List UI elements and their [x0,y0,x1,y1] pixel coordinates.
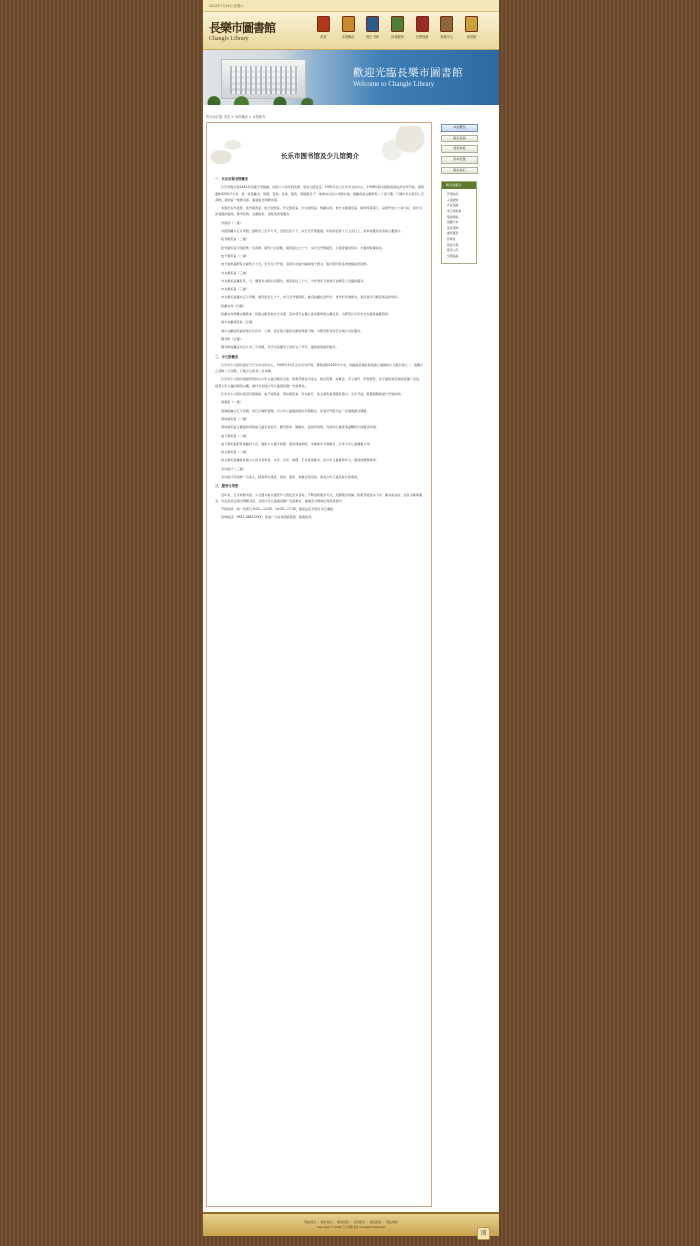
subsection-name: 电子阅览室（二楼） [221,253,249,258]
top-bar [203,0,499,12]
paragraph: 多功能厅可容纳一百余人，经常举办讲座、培训、展览、故事会等活动，深受少年儿童及家长的欢迎。 [221,474,361,479]
sidebar-button-about[interactable]: 本馆概况 [441,124,478,132]
paragraph: 开馆时间：周一至周日 8:00—12:00、14:30—17:30，国家法定节假日另行通知。 [221,507,337,512]
nav-label: 长图视窗 [415,35,429,39]
section-heading: 二、少儿馆概况 [215,354,239,359]
sidebar-link[interactable]: · 读者书架 [445,243,476,249]
subsection-name: 电子阅览室（二楼） [221,433,249,438]
sidebar-button-org[interactable]: 机构设置 [441,156,478,164]
footer [203,1212,499,1236]
page-container [203,0,499,1222]
sidebar [439,124,495,264]
paragraph: 长乐市少儿图书馆始终坚持以少年儿童为服务主体，积极开展读书征文、知识竞赛、故事会、手工制作、科普展览、亲子阅读等各类阅读推广活动，培养少年儿童的阅读兴趣，被评为全国少年儿童阅读推广先进单位。 [215,377,423,388]
subsection-name: 外借部（一楼） [221,220,243,225]
footer-copyright: Copyright © 2008 长乐市图书馆 All Rights Reserved [316,1225,386,1229]
logo-text-cn: 長樂市圖書館 [209,21,276,35]
paragraph: 期刊库收藏过刊合订本二万余册，年代可追溯至上世纪五十年代，提供查阅复印服务。 [221,345,339,350]
paragraph: 中文阅览室藏书五万余册，阅览座位七十个，实行全开架阅览，重点收藏社会科学、自然科学类图书，是读者学习研究的良好场所。 [221,295,401,300]
sidebar-button-contact[interactable]: 联系我们 [441,167,478,175]
book-icon [366,16,379,32]
paragraph: 综合阅览室藏有各类少儿报刊及科普、文学、历史、地理、艺术等类图书，是少年儿童课余学习、阅读的理想场所。 [221,458,379,463]
paragraph: 特藏书库珍藏古籍善本、民国文献及地方志书等，其中部分古籍入选省级珍贵古籍名录，为研究长乐历史文化提供重要资料。 [221,312,392,317]
subsection-name: 期刊库（五楼） [221,336,243,341]
sidebar-link[interactable]: · 开馆时间 [445,192,476,198]
paragraph: 报刊阅览室订阅报纸一百余种、期刊六百余种，阅览座位七十个，实行全开架阅览，为读者提供及时、丰富的时事信息。 [221,245,385,250]
sidebar-link[interactable]: · 交通指南 [445,254,476,260]
nav-label: 本馆概况 [341,35,355,39]
paragraph: 电子阅览室配有计算机六十台，实行全天开放，读者可在馆内查阅电子图书、数字期刊及各类网络信息资源。 [221,262,370,267]
nav-resources[interactable] [434,16,459,39]
banner-title-en: Welcome to Changle Library [353,80,435,88]
section-heading: 三、服务与荣誉 [215,484,239,489]
resource-icon [440,16,453,32]
paragraph: 电子阅览室配有电脑四十台，提供少儿数字资源、绿色网络浏览、多媒体学习等服务，引导少年儿童健康上网。 [221,441,373,446]
subsection-name: 报刊阅览室（二楼） [221,237,249,242]
paragraph: 外借部藏书五万余册，面积约三百平方米，设座位四十个，实行全开架借阅，年接待读者十万人次以上，是本馆服务读者的主要窗口。 [221,229,404,234]
nav-services[interactable] [385,16,410,39]
date-text: 2012年7月18日 星期六 [209,4,244,8]
service-links-box [441,181,477,264]
section-heading: 一、长乐市图书馆概况 [215,177,248,181]
sidebar-link[interactable]: · 馆藏分布 [445,220,476,226]
gallery-icon [416,16,429,32]
article-title: 长乐市图书馆及少儿馆简介 [281,152,359,160]
info-icon [342,16,355,32]
nav-label: 网上书库 [366,35,380,39]
paragraph: 借阅室藏书五万余册，实行计算机管理，为少年儿童提供图书外借服务，读者可凭借书证一次借阅图书两册。 [221,408,370,413]
footer-links[interactable]: 网站首页 ｜ 联系我们 ｜ 服务指南 ｜ 在线留言 ｜ 相关链接 ｜ 网站地图 [304,1220,398,1224]
breadcrumb: 您当前位置: 首页 > 本馆概况 > 本馆简介 [206,115,266,119]
sidebar-link[interactable]: · 规章公约 [445,248,476,254]
paragraph: 长乐市少儿图书馆设有借阅室、电子阅览室、低幼阅览室、多功能厅、综合阅览室等服务窗口，全年开放，寒暑假期间延长开放时间。 [221,392,404,397]
subsection-name: 特藏书库（四楼） [221,303,246,308]
paragraph: 低幼阅览室主要面向学龄前儿童及其家长，配有绘本、图画书、益智玩具等，为低幼儿童营造温馨快乐的阅读环境。 [221,425,379,430]
sidebar-link[interactable]: · 办证指南 [445,203,476,209]
sidebar-button-rules[interactable]: 规章制度 [441,145,478,153]
nav-label: 意见箱 [466,35,477,39]
subsection-name: 低幼阅览室（一楼） [221,416,249,421]
main-nav [311,16,484,39]
site-logo[interactable] [203,19,301,42]
header [203,12,499,50]
trees-decoration [203,93,313,105]
paragraph: 本馆设有外借部、报刊阅览室、电子阅览室、外文阅览室、中文阅览室、特藏书库、地方文献阅览室、期刊库等部门，每周开放六十余小时，常年为读者提供借阅、参考咨询、文献检索、讲座培训等服务。 [215,206,423,217]
home-icon [317,16,330,32]
nav-feedback[interactable] [459,16,484,39]
reader-icon [391,16,404,32]
nav-label: 资源中心 [440,35,454,39]
sidebar-link[interactable]: · 借阅规则 [445,215,476,221]
nav-catalog[interactable] [360,16,385,39]
nav-label: 首页 [320,35,327,39]
subsection-name: 综合阅览室（二楼） [221,450,249,455]
nav-gallery[interactable] [410,16,435,39]
banner [203,50,499,105]
paragraph: 长乐市少儿图书馆位于长乐市文化中心，2005年10月正式对外开放，建筑面积1200平方米，是福建省首批县级独立建制的少儿图书馆之一，馆藏少儿读物八万余册，订阅少儿报刊二百余种。 [215,362,424,374]
service-links-title: 图书馆服务 [442,182,476,189]
subsection-name: 中文阅览室（三楼） [221,287,249,292]
banner-title-cn: 歡迎光臨長樂市圖書館 [353,67,463,79]
mailbox-icon [465,16,478,32]
subsection-name: 外文阅览室（三楼） [221,270,249,275]
subsection-name: 地方文献阅览室（五楼） [221,320,256,325]
nav-label: 读者服务 [391,35,404,39]
article-body [215,173,425,523]
logo-text-en: Changle Library [209,36,249,42]
sidebar-link[interactable]: · 读者须知 [445,226,476,232]
paragraph: 长乐市图书馆1942年创建于吴航镇，历经六十余年的发展，馆舍几经变迁。1991年迁入长乐市文化中心，1998年图书馆新馆落成并对外开放，建筑面积4200平方米，是一座集藏书、借阅、咨询、培训、展览、网络服务于一体的综合性公共图书馆。馆藏各类文献资料二十余万册，订阅中外文报刊八百余种，是国家一级图书馆、福建省文明图书馆。 [215,185,425,202]
ink-decoration [368,126,428,166]
nav-about[interactable] [336,16,361,39]
paragraph: 近年来，长乐市图书馆、少儿图书馆以建设学习型社会为目标，不断创新服务方式，拓展服务领域，积极开展送书下乡、图书流动站、农家书屋等服务，先后荣获全国文明图书馆、全国少年儿童阅读推广先进单位、福建省文明单位等荣誉称号。 [215,492,423,503]
subsection-name: 多功能厅（三楼） [221,466,246,471]
paragraph: 地方文献阅览室收集长乐历史、人物、侨乡等方面的文献资料数千种，为研究和宣传长乐地方文化服务。 [221,328,364,333]
content-panel [206,122,432,1207]
sidebar-link[interactable]: · 电子阅览室 [445,209,476,215]
sidebar-button-guide[interactable]: 服务指南 [441,135,478,143]
service-links-list [442,189,476,263]
paragraph: 外文阅览室藏有英、日、俄等外文图书及期刊，阅览座位三十个，为外语学习者和专业研究人员提供服务。 [221,278,367,283]
sidebar-link[interactable]: · 入馆须知 [445,198,476,204]
paragraph: 咨询电话：0591-28822XXX，欢迎广大读者到馆借阅、参观指导。 [221,515,315,520]
sidebar-link[interactable]: · 委托服务 [445,231,476,237]
subsection-name: 借阅室（一楼） [221,400,243,405]
sidebar-link[interactable]: · 咨询台 [445,237,476,243]
back-to-top-button[interactable]: 顶 [477,1227,490,1240]
nav-home[interactable] [311,16,336,39]
